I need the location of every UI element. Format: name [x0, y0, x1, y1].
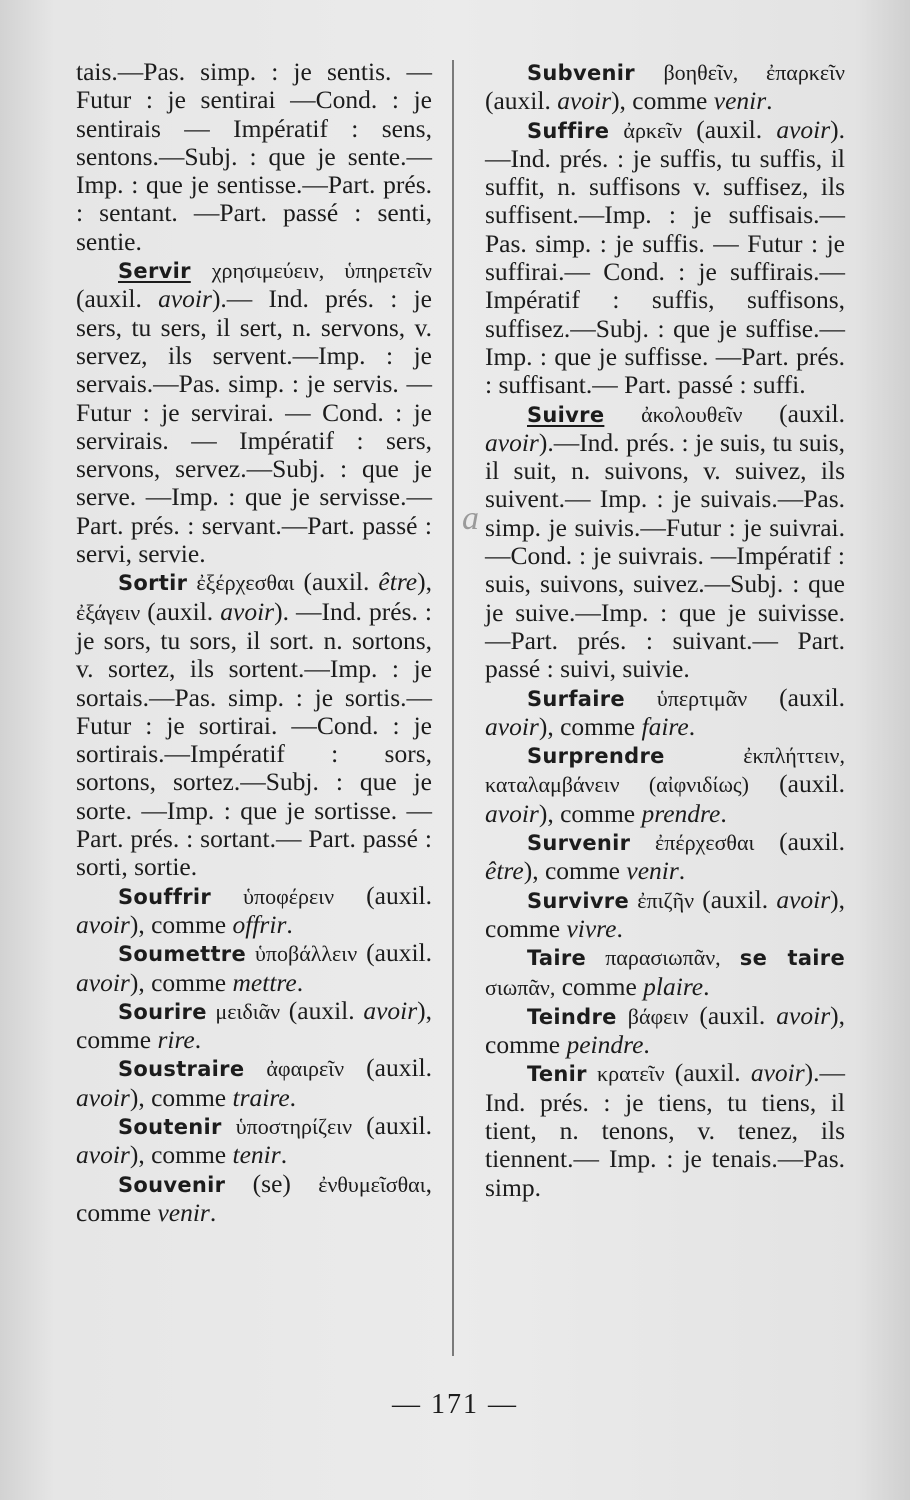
entry-survenir: Survenir ἐπέρχεσθαι (auxil. être), comme venir.: [485, 827, 845, 886]
entry-servir: Servir χρησιμεύειν, ὑπηρετεῖν (auxil. avoir).— Ind. prés. : je sers, tu sers, il sert, n. servons, v. servez, ils servent.—Imp. : je servais.—Pas. simp. : je servis. — Futur : je servirai. — Cond. : je servirais. — Impératif : sers, servons, servez.—Subj. : que je serve. —Imp. : que je servisse.— Part. prés. : servant.—Part. passé : servi, servie.: [76, 258, 432, 569]
headword: Surfaire: [527, 686, 625, 711]
headword: Servir: [118, 259, 191, 284]
headword-secondary: se taire: [739, 946, 845, 971]
greek-translation: χρησιμεύειν, ὑπηρετεῖν: [211, 258, 432, 284]
greek-translation: ὑποβάλλειν: [255, 941, 358, 967]
headword: Soumettre: [118, 942, 247, 967]
entry-surfaire: Surfaire ὑπερτιμᾶν (auxil. avoir), comme faire.: [485, 682, 846, 741]
entry-souvenir: Souvenir (se) ἐνθυμεῖσθαι, comme venir.: [76, 1168, 432, 1227]
headword: Surprendre: [527, 744, 665, 769]
headword: Taire: [527, 946, 587, 971]
entry-suffire: Suffire ἀρκεῖν (auxil. avoir).—Ind. prés. : je suffis, tu suffis, il suffit, n. suffisons v. suffisez, ils suffisent.—Imp. : je suffisais.—Pas. simp. : je suffis. — Futur : je suffirai.— Cond. : je suffirais.—Impératif : suffis, suffisons, suffisez.—Subj. : que je suffise.—Imp. : que je suffisse. —Part. prés. : suffisant.— Part. passé : suffi.: [485, 114, 846, 400]
greek-translation: ὑπερτιμᾶν: [656, 685, 748, 711]
greek-translation: ἐπέρχεσθαι: [655, 830, 755, 856]
entry-sentir-continued: tais.—Pas. simp. : je sentis. —Futur : je sentirai —Cond. : je sentirais — Impératif : sens, sentons.—Subj. : que je sente.—Imp. : que je sentisse.—Part. prés. : sentant. —Part. passé : senti, sentie.: [76, 57, 432, 256]
headword: Tenir: [527, 1062, 587, 1087]
entry-sourire: Sourire μειδιᾶν (auxil. avoir), comme rire.: [76, 995, 433, 1055]
greek-translation: κρατεῖν: [597, 1061, 665, 1087]
greek-translation: ἀρκεῖν: [623, 117, 683, 143]
greek-translation: ὑποστηρίζειν: [235, 1113, 353, 1139]
entry-taire: Taire παρασιωπᾶν, se taire σιωπᾶν, comme plaire.: [485, 945, 845, 1001]
greek-translation: παρασιωπᾶν,: [605, 945, 721, 971]
entry-soustraire: Soustraire ἀφαιρεῖν (auxil. avoir), comme traire.: [76, 1053, 432, 1112]
greek-translation: σιωπᾶν,: [485, 974, 556, 1000]
headword: Soutenir: [118, 1114, 222, 1139]
entry-survivre: Survivre ἐπιζῆν (auxil. avoir), comme vivre.: [485, 884, 846, 943]
headword: Survivre: [527, 888, 630, 913]
greek-translation: ἀκολουθεῖν: [641, 401, 743, 427]
entry-subvenir: Subvenir βοηθεῖν, ἐπαρκεῖν (auxil. avoir), comme venir.: [485, 60, 845, 116]
greek-translation: ἐπιζῆν: [637, 887, 695, 913]
headword: Sortir: [118, 571, 188, 596]
margin-pencil-mark: a: [462, 500, 479, 537]
entry-souffrir: Souffrir ὑποφέρειν (auxil. avoir), comme offrir.: [76, 880, 433, 939]
greek-translation: ἀφαιρεῖν: [266, 1056, 345, 1082]
entry-suivre: Suivre ἀκολουθεῖν (auxil. avoir).—Ind. prés. : je suis, tu suis, il suit, n. suivons, v. suivez, ils suivent.— Imp. : je suivais.—Pas. simp. je suivis.—Futur : je suivrai.—Cond. : je suivrais. —Impératif : suis, suivons, suivez.—Subj. : que je suive.—Imp. : que je suivisse. —Part. prés. : suivant.— Part. passé : suivi, suivie.: [485, 398, 846, 684]
headword: Souffrir: [118, 884, 212, 909]
entry-teindre: Teindre βάφειν (auxil. avoir), comme peindre.: [485, 1000, 845, 1060]
left-column: [76, 58, 432, 1227]
entry-soumettre: Soumettre ὑποβάλλειν (auxil. avoir), comme mettre.: [76, 938, 433, 997]
greek-translation: ὑποφέρειν: [243, 883, 335, 909]
right-column: [485, 58, 845, 1202]
page-number: — 171 —: [392, 1389, 518, 1420]
greek-translation: βοηθεῖν, ἐπαρκεῖν: [663, 60, 845, 85]
entry-surprendre: Surprendre ἐκπλήττειν, καταλαμβάνειν (αἰφνιδίως) (auxil. avoir), comme prendre.: [485, 743, 846, 828]
headword: Suffire: [527, 118, 610, 143]
greek-translation: μειδιᾶν: [215, 998, 281, 1024]
column-divider: [452, 60, 454, 1356]
greek-translation: βάφειν: [627, 1003, 689, 1029]
greek-translation: ἐνθυμεῖσθαι: [318, 1171, 426, 1197]
entry-sortir: Sortir ἐξέρχεσθαι (auxil. être), ἐξάγειν (auxil. avoir). —Ind. prés. : je sors, tu sors, il sort. n. sortons, v. sortez, ils sortent.—Imp. : je sortais.—Pas. simp. : je sortis.—Futur : je sortirai. —Cond. : je sortirais.—Impératif : sors, sortons, sortez.—Subj. : que je sorte. —Imp. : que je sortisse. —Part. prés. : sortant.— Part. passé : sorti, sortie.: [76, 567, 432, 882]
headword: Survenir: [527, 831, 631, 856]
entry-soutenir: Soutenir ὑποστηρίζειν (auxil. avoir), comme tenir.: [76, 1110, 433, 1170]
headword: Teindre: [527, 1004, 617, 1029]
headword: Suivre: [527, 402, 605, 427]
greek-translation: ἐκπλήττειν, καταλαμβάνειν (αἰφνιδίως): [485, 743, 845, 798]
greek-translation: ἐξάγειν: [76, 599, 141, 625]
headword: Soustraire: [118, 1057, 245, 1082]
headword: Subvenir: [527, 61, 635, 85]
greek-translation: ἐξέρχεσθαι: [196, 570, 295, 596]
headword: Souvenir: [118, 1172, 226, 1197]
entry-tenir: Tenir κρατεῖν (auxil. avoir).—Ind. prés. : je tiens, tu tiens, il tient, n. tenons, v. tenez, ils tiennent.— Imp. : je tenais.—Pas. simp.: [485, 1058, 846, 1202]
headword: Sourire: [118, 999, 207, 1024]
